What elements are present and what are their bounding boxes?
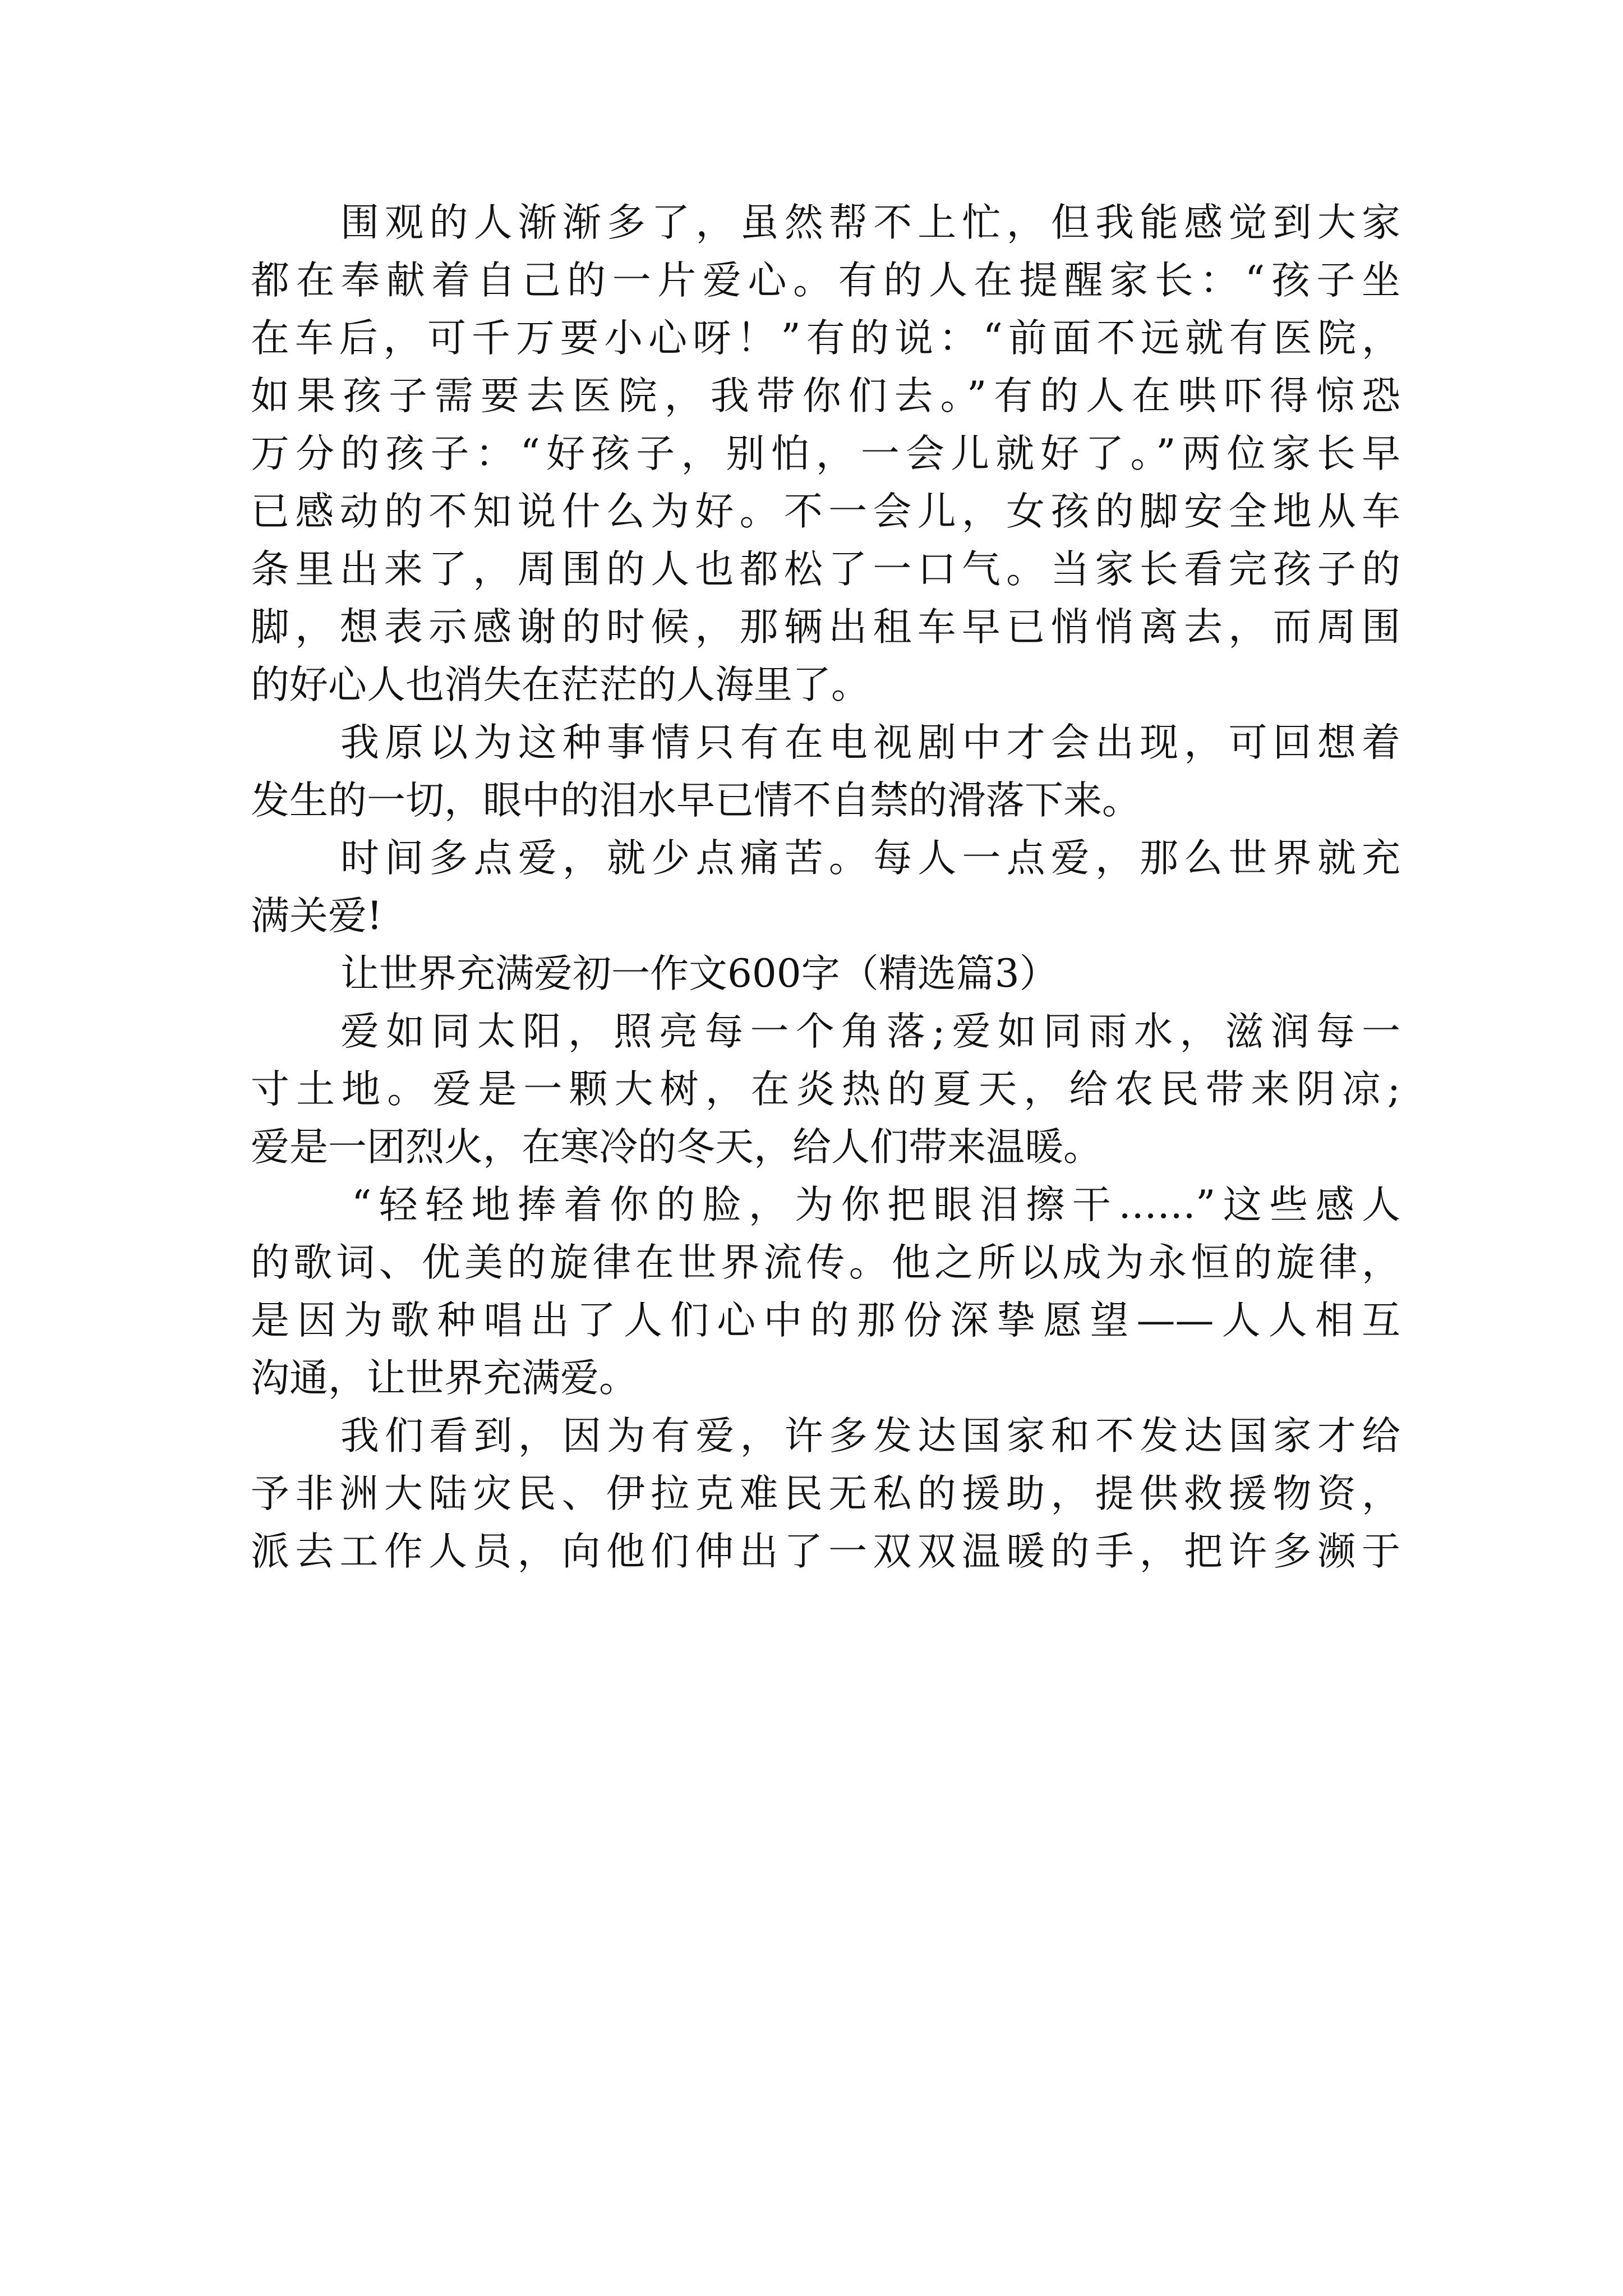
text-line: 都在奉献着自己的一片爱心。有的人在提醒家长：“孩子坐: [251, 258, 1400, 303]
text-line: 发生的一切，眼中的泪水早已情不自禁的滑落下来。: [251, 778, 1141, 823]
document-body: [251, 194, 1400, 1581]
text-line: 爱如同太阳，照亮每一个角落;爱如同雨水，滋润每一: [340, 1009, 1400, 1054]
paragraph-4: [251, 1003, 1400, 1176]
text-line: 条里出来了，周围的人也都松了一口气。当家长看完孩子的: [251, 547, 1400, 592]
text-line: 脚，想表示感谢的时候，那辆出租车早已悄悄离去，而周围: [251, 605, 1400, 650]
paragraph-5: [251, 1176, 1400, 1407]
section-heading: 让世界充满爱初一作文600字（精选篇3）: [340, 951, 1058, 996]
text-line: 的好心人也消失在茫茫的人海里了。: [251, 662, 870, 707]
text-line: 我原以为这种事情只有在电视剧中才会出现，可回想着: [340, 720, 1400, 765]
text-line: 爱是一团烈火，在寒冷的冬天，给人们带来温暖。: [251, 1125, 1102, 1170]
paragraph-3: [251, 830, 1400, 945]
text-line: 在车后，可千万要小心呀！”有的说：“前面不远就有医院，: [251, 316, 1400, 361]
section-title: [251, 945, 1400, 1003]
text-line: 满关爱!: [251, 894, 382, 938]
text-line: 我们看到，因为有爱，许多发达国家和不发达国家才给: [340, 1414, 1400, 1458]
text-line: 围观的人渐渐多了，虽然帮不上忙，但我能感觉到大家: [340, 200, 1400, 245]
text-line: 万分的孩子：“好孩子，别怕，一会儿就好了。”两位家长早: [251, 431, 1400, 476]
text-line: “轻轻地捧着你的脸，为你把眼泪擦干……”这些感人: [352, 1182, 1400, 1227]
text-line: 已感动的不知说什么为好。不一会儿，女孩的脚安全地从车: [251, 489, 1400, 534]
text-line: 如果孩子需要去医院，我带你们去。”有的人在哄吓得惊恐: [251, 374, 1400, 418]
text-line: 时间多点爱，就少点痛苦。每人一点爱，那么世界就充: [340, 836, 1400, 881]
text-line: 派去工作人员，向他们伸出了一双双温暖的手，把许多濒于: [251, 1529, 1400, 1574]
paragraph-1: [251, 194, 1400, 714]
paragraph-6: [251, 1407, 1400, 1581]
text-line: 沟通，让世界充满爱。: [251, 1356, 638, 1401]
text-line: 的歌词、优美的旋律在世界流传。他之所以成为永恒的旋律，: [251, 1240, 1400, 1285]
text-line: 予非洲大陆灾民、伊拉克难民无私的援助，提供救援物资，: [251, 1471, 1400, 1516]
paragraph-2: [251, 714, 1400, 830]
text-line: 是因为歌种唱出了人们心中的那份深挚愿望——人人相互: [251, 1298, 1400, 1343]
text-line: 寸土地。爱是一颗大树，在炎热的夏天，给农民带来阴凉;: [251, 1067, 1400, 1112]
